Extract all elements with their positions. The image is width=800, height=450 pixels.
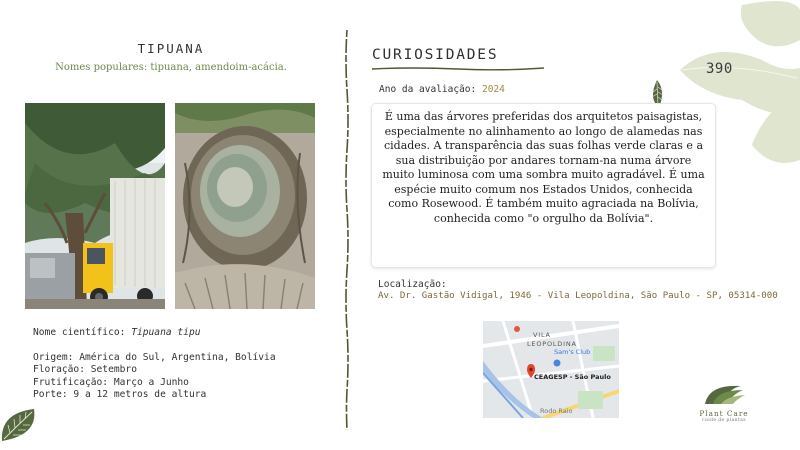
tree-facts <box>33 327 276 402</box>
leaf-icon <box>0 405 40 445</box>
plant-care-logo-icon <box>701 380 747 408</box>
location-map[interactable] <box>483 321 619 418</box>
brand-name: Plant Care <box>699 409 749 418</box>
flowering: Floração: Setembro <box>33 364 137 376</box>
map-road-label: Rodo Raio <box>540 407 573 415</box>
curiosidades-title: CURIOSIDADES <box>372 47 499 63</box>
origin: Origem: América do Sul, Argentina, Bolívia <box>33 351 276 363</box>
year-value: 2024 <box>481 84 505 95</box>
map-label-vila: VILA <box>533 331 551 339</box>
trunk-photo <box>175 103 315 309</box>
year-label: Ano da avaliação: <box>379 84 477 95</box>
fruiting: Frutificação: Março a Junho <box>33 376 189 388</box>
brand-tagline: cuide de plantas <box>702 418 746 423</box>
popular-names: Nomes populares: tipuana, amendoim-acácia. <box>55 62 287 73</box>
description-text: É uma das árvores preferidas dos arquitetos paisagistas, especialmente no alinhamento ao longo de alamedas nas cidades. A transparência das suas folhas verde claras e a sua distribuição por andares tornam-na numa árvore muito luminosa com uma sombra muito agradável. É uma espécie muito comum nos Estados Unidos, conhecida como Rosewood. É também muito agraciada na Bolívia, conhecida como "o orgulho da Bolívia". <box>382 110 705 225</box>
scientific-name <box>33 327 276 340</box>
map-label-leopoldina: LEOPOLDINA <box>527 340 577 348</box>
tree-photo <box>25 103 165 309</box>
map-poi-club: Sam's Club <box>554 348 591 356</box>
scientific-value: Tipuana tipu <box>131 327 201 338</box>
column-divider <box>342 30 352 430</box>
tree-title: TIPUANA <box>137 41 205 56</box>
description-box <box>371 103 716 268</box>
scientific-label: Nome científico: <box>33 327 126 338</box>
size: Porte: 9 a 12 metros de altura <box>33 389 207 401</box>
location-address: Av. Dr. Gastão Vidigal, 1946 - Vila Leopoldina, São Paulo - SP, 05314-000 <box>378 291 778 301</box>
map-poi-main: CEAGESP - São Paulo <box>534 373 611 381</box>
location-label: Localização: <box>378 279 447 290</box>
title-underline <box>372 66 544 72</box>
page-number-badge: 390 <box>706 61 733 77</box>
evaluation-year <box>379 84 505 95</box>
leaf-decoration <box>672 0 800 170</box>
